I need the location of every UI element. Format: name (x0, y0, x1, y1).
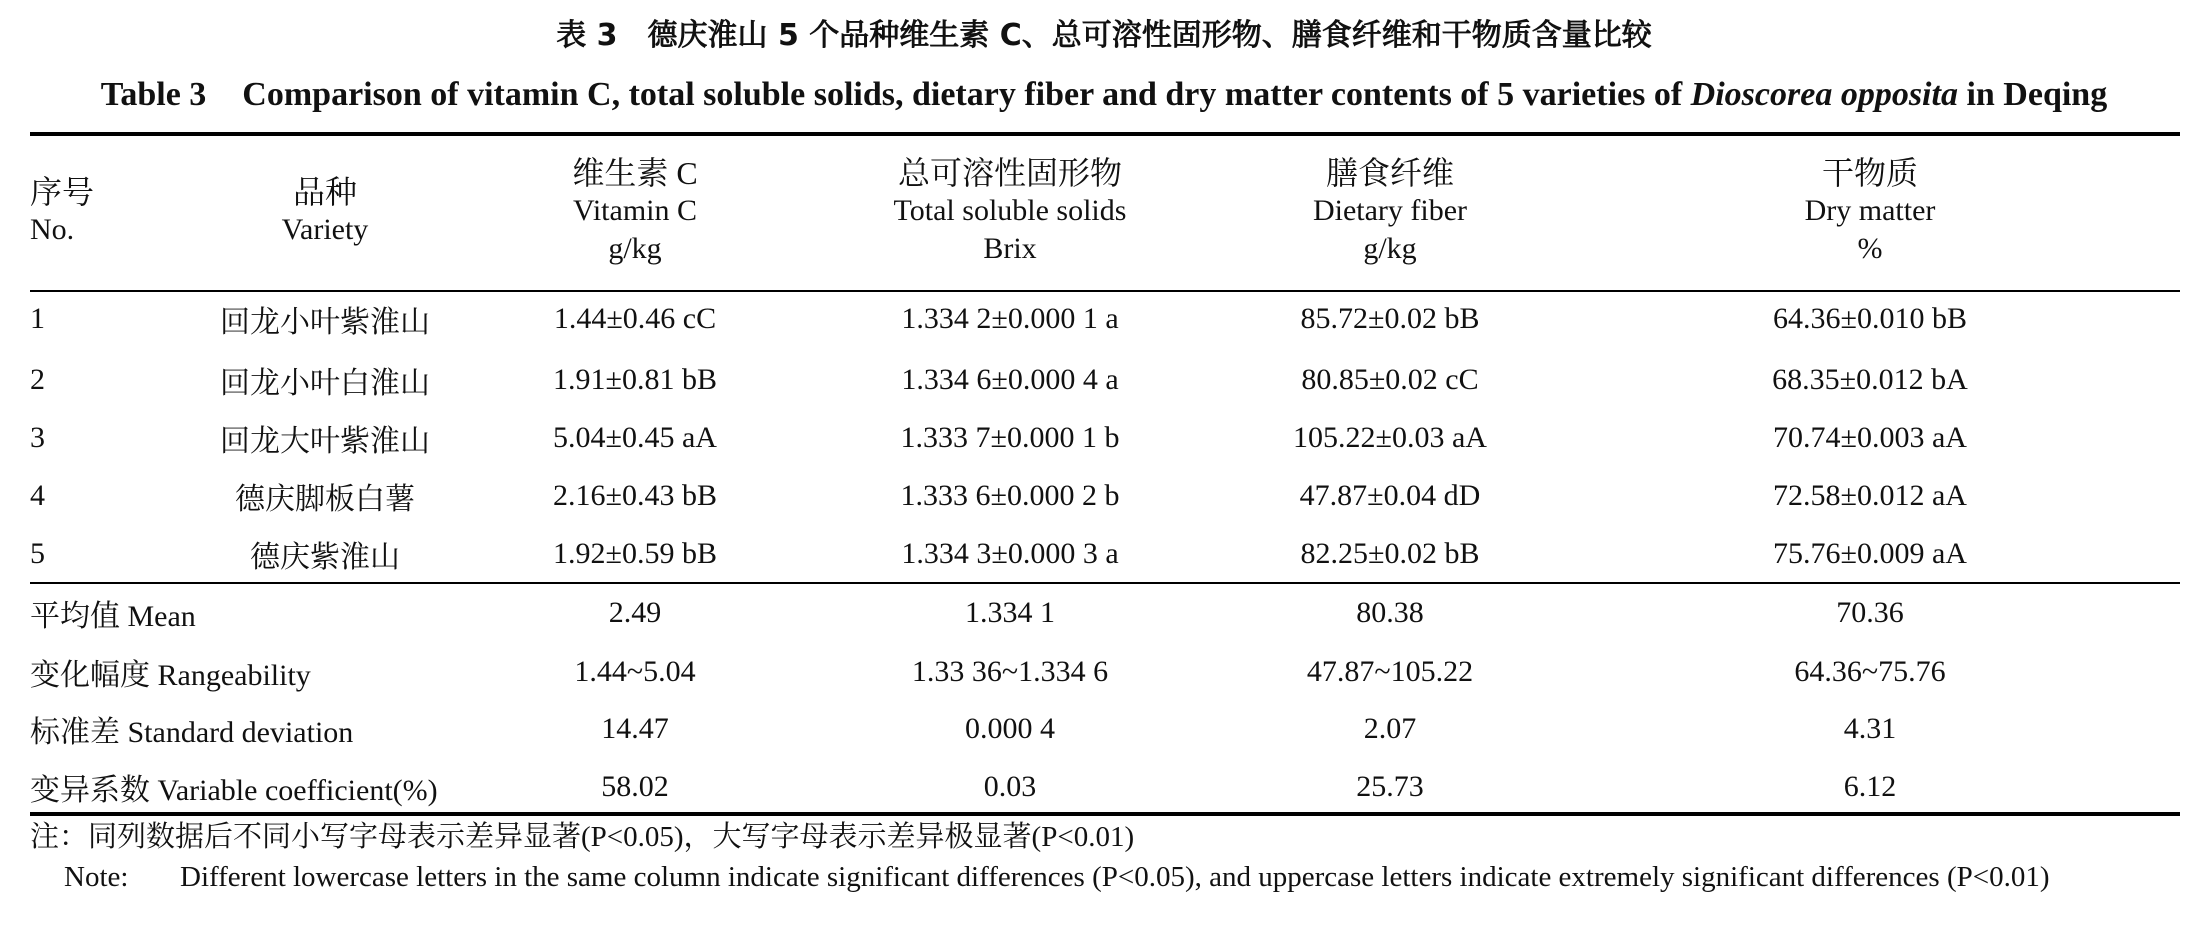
cell-fiber: 47.87±0.04 dD (1299, 479, 1481, 512)
cell-variety: 回龙大叶紫淮山 (220, 425, 430, 458)
stats-row-sd (30, 701, 2180, 759)
table-row (30, 287, 2180, 351)
data-table (30, 135, 2180, 816)
stat-tss: 1.33 36~1.334 6 (911, 654, 1109, 688)
stat-fiber: 80.38 (1356, 596, 1424, 629)
stat-label: 变化幅度 Rangeability (30, 658, 311, 692)
stat-dry-matter: 6.12 (1843, 769, 1897, 803)
cell-dry-matter: 64.36±0.010 bB (1773, 302, 1967, 335)
note-english (64, 857, 2196, 897)
cell-fiber: 82.25±0.02 bB (1300, 537, 1480, 570)
table-row (30, 409, 2180, 467)
cell-vitamin-c: 2.16±0.43 bB (553, 479, 717, 512)
cell-fiber: 105.22±0.03 aA (1293, 421, 1487, 454)
stat-vitamin-c: 14.47 (601, 712, 669, 746)
stats-row-cv (30, 758, 2180, 816)
cell-dry-matter: 75.76±0.009 aA (1773, 537, 1967, 570)
cell-variety: 德庆紫淮山 (250, 541, 400, 574)
cell-no: 2 (30, 363, 45, 396)
stat-dry-matter: 64.36~75.76 (1794, 654, 1946, 688)
cell-dry-matter: 70.74±0.003 aA (1773, 421, 1967, 454)
stats-row-mean (30, 583, 2180, 643)
stat-label: 变异系数 Variable coefficient(%) (30, 773, 438, 807)
stats-row-range (30, 643, 2180, 701)
stat-fiber: 25.73 (1356, 769, 1424, 803)
stat-label: 标准差 Standard deviation (30, 716, 354, 750)
title-location: in Deqing (1966, 76, 2108, 113)
header-total-soluble-solids: 总可溶性固形物 Total soluble solids Brix (893, 155, 1127, 265)
table-title-english (30, 72, 2178, 118)
cell-tss: 1.334 3±0.000 3 a (901, 537, 1119, 570)
stat-vitamin-c: 1.44~5.04 (574, 654, 696, 688)
cell-tss: 1.333 6±0.000 2 b (900, 479, 1120, 512)
cell-vitamin-c: 5.04±0.45 aA (553, 421, 717, 454)
cell-tss: 1.333 7±0.000 1 b (900, 421, 1120, 454)
table-row (30, 467, 2180, 525)
header-no: 序号 No. (30, 174, 95, 246)
note-chinese: 注：同列数据后不同小写字母表示差异显著(P<0.05)，大写字母表示差异极显著(P<0.01) (30, 821, 1135, 853)
cell-dry-matter: 72.58±0.012 aA (1773, 479, 1967, 512)
stat-vitamin-c: 58.02 (601, 769, 669, 803)
cell-tss: 1.334 6±0.000 4 a (901, 363, 1119, 396)
table-row (30, 525, 2180, 583)
stat-dry-matter: 4.31 (1843, 712, 1897, 746)
stat-vitamin-c: 2.49 (608, 596, 662, 629)
cell-variety: 德庆脚板白薯 (235, 483, 415, 516)
cell-vitamin-c: 1.92±0.59 bB (553, 537, 717, 570)
table-title-chinese: 表 3 德庆淮山 5 个品种维生素 C、总可溶性固形物、膳食纤维和干物质含量比较 (556, 18, 1652, 53)
header-row (30, 135, 2180, 287)
stat-tss: 0.000 4 (965, 712, 1055, 746)
note-label: Note: (64, 861, 129, 893)
cell-no: 4 (30, 479, 45, 512)
title-text: Comparison of vitamin C, total soluble solids, dietary fiber and dry matter contents of 5 varieties of (242, 76, 1683, 113)
header-variety: 品种 Variety (281, 174, 369, 246)
stat-tss: 0.03 (983, 769, 1037, 803)
table-row (30, 351, 2180, 409)
cell-vitamin-c: 1.91±0.81 bB (553, 363, 717, 396)
cell-variety: 回龙小叶紫淮山 (220, 306, 430, 339)
species-name: Dioscorea opposita (1690, 76, 1958, 113)
header-dry-matter: 干物质 Dry matter % (1804, 155, 1936, 265)
cell-no: 3 (30, 421, 45, 454)
cell-no: 5 (30, 537, 45, 570)
cell-variety: 回龙小叶白淮山 (220, 367, 430, 400)
table-label: Table 3 (100, 76, 207, 113)
stat-label: 平均值 Mean (30, 600, 196, 633)
cell-dry-matter: 68.35±0.012 bA (1772, 363, 1968, 396)
stat-dry-matter: 70.36 (1836, 596, 1904, 629)
note-text: Different lowercase letters in the same column indicate significant differences (P<0.05), and uppercase letters indicate extremely significant differences (P<0.01) (180, 861, 2050, 893)
stat-fiber: 47.87~105.22 (1306, 654, 1474, 688)
stat-fiber: 2.07 (1363, 712, 1417, 746)
cell-tss: 1.334 2±0.000 1 a (901, 302, 1119, 335)
cell-fiber: 85.72±0.02 bB (1300, 302, 1480, 335)
stat-tss: 1.334 1 (965, 596, 1055, 629)
header-vitamin-c: 维生素 C Vitamin C g/kg (572, 155, 698, 265)
cell-vitamin-c: 1.44±0.46 cC (553, 302, 717, 335)
cell-no: 1 (30, 302, 45, 335)
cell-fiber: 80.85±0.02 cC (1301, 363, 1479, 396)
header-dietary-fiber: 膳食纤维 Dietary fiber g/kg (1312, 155, 1468, 265)
